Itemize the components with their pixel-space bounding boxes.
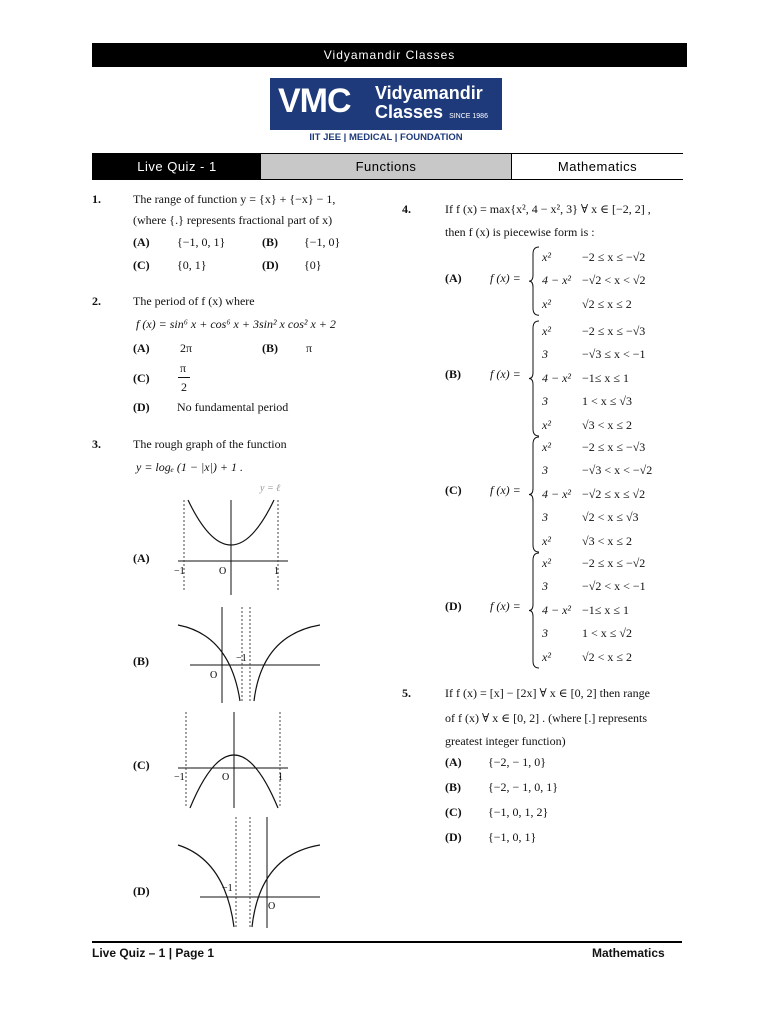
q4-option-b-fx: f (x) =	[490, 367, 521, 381]
q4-option-a-fx: f (x) =	[490, 271, 521, 285]
q4-option-a-label: (A)	[445, 271, 462, 285]
piecewise-expr: 4 − x²	[542, 486, 572, 501]
graph-a-label-origin: O	[219, 566, 227, 577]
q1-option-c: {0, 1}	[177, 258, 207, 272]
piecewise-expr: 3	[542, 463, 548, 478]
q1-option-b: {−1, 0}	[304, 235, 341, 249]
piecewise-condition: √3 < x ≤ 2	[582, 417, 632, 432]
fraction-bar	[178, 377, 190, 378]
q3-number: 3.	[92, 437, 101, 451]
q1-option-b-label: (B)	[262, 235, 278, 249]
q2-stem: The period of f (x) where	[133, 294, 255, 308]
q3-graph-a	[170, 480, 290, 600]
graph-d-label-minus1: −1	[222, 883, 233, 894]
q3-graph-c	[170, 710, 290, 810]
logo-abbr: VMC	[278, 82, 351, 120]
subject-title: Mathematics	[511, 154, 683, 179]
q2-formula: f (x) = sin⁶ x + cos⁶ x + 3sin² x cos² x + 2	[136, 317, 336, 331]
q5-option-d: {−1, 0, 1}	[488, 830, 537, 844]
q4-option-c-label: (C)	[445, 483, 462, 497]
piecewise-expr: x²	[542, 296, 551, 311]
piecewise-condition: −2 ≤ x ≤ −√2	[582, 250, 646, 264]
q2-option-c-label: (C)	[133, 371, 150, 385]
q4-option-c-fx: f (x) =	[490, 483, 521, 497]
piecewise-expr: x²	[542, 440, 551, 454]
graph-a-label-1: 1	[274, 566, 279, 577]
q5-option-a: {−2, − 1, 0}	[488, 755, 547, 769]
q3-option-a-label: (A)	[133, 551, 150, 565]
quiz-title: Live Quiz - 1	[93, 154, 261, 179]
graph-b-label-minus1: −1	[236, 653, 247, 664]
brand-bar: Vidyamandir Classes	[92, 43, 687, 67]
graph-a-top-label: y = ℓ	[260, 483, 281, 494]
q2-option-b: π	[306, 341, 313, 355]
topic-title: Functions	[261, 154, 511, 179]
logo-name: Vidyamandir Classes SINCE 1986	[375, 83, 488, 122]
q5-option-d-label: (D)	[445, 830, 462, 844]
piecewise-condition: −1≤ x ≤ 1	[582, 602, 629, 617]
q4-stem-2: then f (x) is piecewise form is :	[445, 225, 595, 239]
q5-option-b: {−2, − 1, 0, 1}	[488, 780, 559, 794]
piecewise-expr: x²	[542, 556, 551, 570]
brace-icon	[529, 436, 541, 553]
q3-formula: y = logₑ (1 − |x|) + 1 .	[136, 460, 244, 474]
q5-stem: If f (x) = [x] − [2x] ∀ x ∈ [0, 2] then range	[445, 686, 650, 700]
piecewise-expr: 3	[542, 394, 548, 409]
piecewise-condition: −√2 ≤ x ≤ √2	[582, 486, 646, 501]
q2-option-b-label: (B)	[262, 341, 278, 355]
vmc-logo	[270, 78, 502, 144]
brace-icon	[529, 320, 541, 437]
q4-option-d-fx: f (x) =	[490, 599, 521, 613]
q2-option-c-denominator: 2	[181, 380, 187, 394]
q2-option-a-label: (A)	[133, 341, 150, 355]
brace-icon	[529, 246, 541, 316]
graph-a-label-minus1: −1	[174, 566, 185, 577]
piecewise-condition: −1≤ x ≤ 1	[582, 370, 629, 385]
q5-option-b-label: (B)	[445, 780, 461, 794]
q5-option-c: {−1, 0, 1, 2}	[488, 805, 549, 819]
q1-stem: The range of function y = {x} + {−x} − 1,	[133, 192, 336, 206]
piecewise-expr: 3	[542, 626, 548, 641]
graph-b-label-origin: O	[210, 670, 218, 681]
graph-d-label-origin: O	[268, 901, 276, 912]
q3-graph-b	[170, 605, 320, 705]
q1-number: 1.	[92, 192, 101, 206]
piecewise-expr: x²	[542, 417, 551, 432]
q1-option-d-label: (D)	[262, 258, 279, 272]
footer-right: Mathematics	[592, 946, 665, 960]
title-bar	[92, 153, 683, 180]
piecewise-expr: 4 − x²	[542, 370, 572, 385]
q5-stem-2: of f (x) ∀ x ∈ [0, 2] . (where [.] represents	[445, 711, 648, 725]
piecewise-condition: √2 < x ≤ 2	[582, 649, 632, 664]
piecewise-condition: √3 < x ≤ 2	[582, 533, 632, 548]
q4-option-d-label: (D)	[445, 599, 462, 613]
piecewise-expr: x²	[542, 250, 551, 264]
piecewise-condition: 1 < x ≤ √3	[582, 394, 632, 409]
footer-left: Live Quiz – 1 | Page 1	[92, 946, 215, 960]
q5-number: 5.	[402, 686, 411, 700]
q3-option-b-label: (B)	[133, 654, 149, 668]
q1-option-a-label: (A)	[133, 235, 150, 249]
q1-option-d: {0}	[304, 258, 322, 272]
piecewise-expr: 4 − x²	[542, 273, 572, 288]
footer-rule	[92, 941, 682, 943]
piecewise-expr: x²	[542, 649, 551, 664]
q5-option-c-label: (C)	[445, 805, 462, 819]
q4-stem: If f (x) = max{x², 4 − x², 3} ∀ x ∈ [−2, 2] ,	[445, 202, 651, 216]
piecewise-condition: 1 < x ≤ √2	[582, 626, 632, 641]
q5-option-a-label: (A)	[445, 755, 462, 769]
q5-stem-3: greatest integer function)	[445, 734, 566, 748]
q4-number: 4.	[402, 202, 411, 216]
q1-option-c-label: (C)	[133, 258, 150, 272]
piecewise-condition: √2 ≤ x ≤ 2	[582, 296, 632, 311]
piecewise-condition: √2 < x ≤ √3	[582, 510, 639, 525]
q3-option-d-label: (D)	[133, 884, 150, 898]
piecewise-condition: −√2 < x < −1	[582, 579, 646, 594]
q3-stem: The rough graph of the function	[133, 437, 287, 451]
q1-stem-note: (where {.} represents fractional part of x)	[133, 213, 333, 227]
q2-number: 2.	[92, 294, 101, 308]
graph-c-label-1: 1	[278, 772, 283, 783]
piecewise-condition: −√3 ≤ x < −1	[582, 347, 646, 362]
piecewise-expr: 3	[542, 510, 548, 525]
q2-option-d: No fundamental period	[177, 400, 289, 414]
piecewise-condition: −√3 < x < −√2	[582, 463, 653, 478]
piecewise-expr: x²	[542, 533, 551, 548]
piecewise-expr: 4 − x²	[542, 602, 572, 617]
piecewise-condition: −2 ≤ x ≤ −√3	[582, 440, 646, 454]
graph-c-label-minus1: −1	[174, 772, 185, 783]
piecewise-condition: −√2 < x < √2	[582, 273, 646, 288]
q2-option-c-numerator: π	[180, 361, 187, 375]
piecewise-condition: −2 ≤ x ≤ −√2	[582, 556, 646, 570]
piecewise-expr: x²	[542, 324, 551, 338]
q3-graph-d	[170, 815, 320, 930]
q3-option-c-label: (C)	[133, 758, 150, 772]
brace-icon	[529, 552, 541, 669]
q1-option-a: {−1, 0, 1}	[177, 235, 226, 249]
piecewise-expr: 3	[542, 347, 548, 362]
piecewise-condition: −2 ≤ x ≤ −√3	[582, 324, 646, 338]
piecewise-expr: 3	[542, 579, 548, 594]
q2-option-a: 2π	[180, 341, 193, 355]
logo-box	[270, 78, 502, 130]
logo-tagline: IIT JEE | MEDICAL | FOUNDATION	[309, 132, 463, 143]
graph-c-label-origin: O	[222, 772, 230, 783]
q2-option-d-label: (D)	[133, 400, 150, 414]
q4-option-b-label: (B)	[445, 367, 461, 381]
